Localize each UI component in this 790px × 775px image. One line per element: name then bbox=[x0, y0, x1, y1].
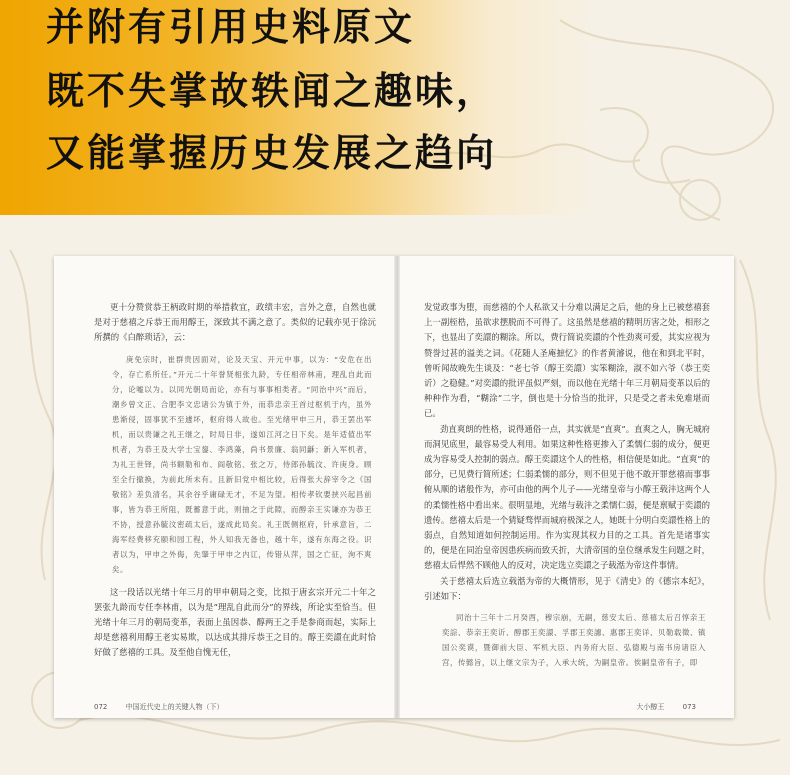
left-page-footer bbox=[94, 702, 240, 712]
right-page bbox=[424, 300, 710, 678]
left-page bbox=[94, 300, 376, 661]
right-page-paragraph-1: 发觉政事为堕，而慈禧的个人私欲又十分难以满足之后，他的身上已被慈禧套上一副桎梏，虽欲求摆脱而不可得了。这虽然是慈禧的精明历害之处，相形之下，也显出了奕譞的糊涂。所以，费行简说奕譞的个性劲爽可爱，其实应视为赞誉过甚的溢美之词。《花随人圣庵摭忆》的作者黄濬说，他在和到北平时，曾听闻故晚先生谈及：“老七爷（醇王奕譞）实笨糊涂，淑不如六爷（恭王奕䜣）之稳健。”对奕譞的批评虽似严刻，而以他在光绪十年三月朝局变革以后的种种作为看，“糊涂”二字，倒也是十分恰当的批评，只是受之者未免难堪而已。 bbox=[424, 302, 710, 419]
left-page-number: 072 bbox=[94, 703, 108, 711]
left-page-paragraph-2: 这一段话以光绪十年三月的甲申朝局之变，比拟于唐玄宗开元二十年之罢张九龄而专任李林甫，以为是“理乱自此而分”的界线，所论实至恰当。但光绪十年三月的朝局变革，表面上虽因恭、醇两王之手是参商而起，实际上却是慈禧利用醇王老实易欺，以达成其排斥恭王之目的。醇王奕譞在此时恰好做了慈禧的工具。及至他自愧无任， bbox=[94, 586, 376, 658]
right-page-paragraph-3: 关于慈禧太后选立载湉为帝的大概情形，见于《清史》的《德宗本纪》，引述如下： bbox=[424, 575, 710, 601]
headline bbox=[0, 0, 790, 215]
right-running-title: 大小醇王 bbox=[636, 703, 665, 711]
left-page-paragraph-1: 更十分赞赏恭王柄政时期的举措救宜，政绩丰宏，言外之意，自然也就是对于慈禧之斥恭王而用醇王，深致其不满之意了。类似的记载亦见于徐沅所撰的《白醉琐话》，云： bbox=[94, 302, 376, 343]
headline-line-1: 并附有引用史料原文 bbox=[46, 5, 416, 49]
right-page-paragraph-2: 劲直爽朗的性格，说得通俗一点，其实就是“直爽”。直爽之人，胸无城府而洞见底里，最容易受人利用。如果这种性格更掺入了柔懦仁弱的成分，便更成为容易受人控制的弱点。醇王奕譞这个人的性格，相信便是如此。“直爽”的部分，已见费行简所述；仁弱柔懦的部分，则不但见于他不敢开罪慈禧而事事俯从顺的诸般作为，亦可由他的两个儿子——光绪皇帝与小醇王载沣这两个人的柔懦性格中看出来。很明显地，光绪与载沣之柔懦仁弱，便是禀赋于奕譞的遗传。慈禧太后是一个猜疑骛悍而城府极深之人，她既十分明白奕譞性格上的弱点，自然知道如何控制运用。作为实现其权力目的之工具。首先是诸事实的，便是在同治皇帝因患疾病而致夭折，大清帝国的皇位继承发生问题之时，慈禧太后悍然不顾他人的反对，决定选立奕譞之子载湉为帝这件事情。 bbox=[424, 423, 710, 571]
left-running-title: 中国近代史上的关键人物（下） bbox=[125, 703, 224, 711]
left-page-quotation: 庚免宗时，崔群贵因面对，论及天宝、开元中事，以为：“安危在出令，存亡系所任。”开元二十年誉贤相张九龄，专任相帝林甫，理乱自此而分，论嘘以为。以同光朝局而论，亦有与事事相类者。“同治中兴”而后，潮乡曾文正、合肥李文忠诸公为镇于外，而恭忠亲王首过枢机于内，虽外患渐侵，固事犹不至遽坏，枢府得人故也。至光绪甲申三月，恭王罢出军机，而以贵谦之礼王继之，时局日非，遂如江河之日下矣。是年适值出军机者，为恭王及大学士宝鋆、李鸿藻，尚书景廉、翁同龢；新入军机者，为礼王世铎，尚书额勒和布、阎敬铭、张之万，侍郎孙毓汶、许庚身。顾至全行撤换，为前此所未有。且新旧党中相比较，后得张大辞宰令之《国敬铭》差负清名，其余谷乎庸碌无才，不足为望。相传孝钦要挟兴起昌前事，皆为恭王所阻，既蓄意于此，则抽之于此隙，而醇亲王实谦亦为恭王不协，授意孙毓汶密疏太后，遂成此局矣。礼王既侧枢府，针承意旨，二海军经费移充颐和园工程，外人知我无备也，越十年，遂有东海之役。识者以为，甲申之外侮，先肇于甲申之内讧，传错从萍，国之亡征，洵不爽矣。 bbox=[112, 354, 372, 574]
right-page-number: 073 bbox=[682, 703, 696, 711]
right-page-quotation: 同治十三年十二月癸酉，穆宗崩，无嗣，慈安太后、慈禧太后召惇亲王奕誴、恭亲王奕䜣、醇郡王奕譞、孚郡王奕譓、惠郡王奕详、贝勒载徵、镇国公奕谟，暨御前大臣、军机大臣、内务府大臣、弘德殿与南书房诸臣入宫，传懿旨，以上继文宗为子，入承大统，为嗣皇帝。俟嗣皇帝有子，即 bbox=[442, 613, 706, 668]
open-book-spread bbox=[54, 256, 734, 718]
right-page-footer bbox=[636, 702, 712, 712]
headline-line-2: 既不失掌故轶闻之趣味， bbox=[46, 69, 498, 113]
book-spine bbox=[394, 256, 400, 718]
headline-line-3: 又能掌握历史发展之趋向 bbox=[46, 131, 498, 175]
